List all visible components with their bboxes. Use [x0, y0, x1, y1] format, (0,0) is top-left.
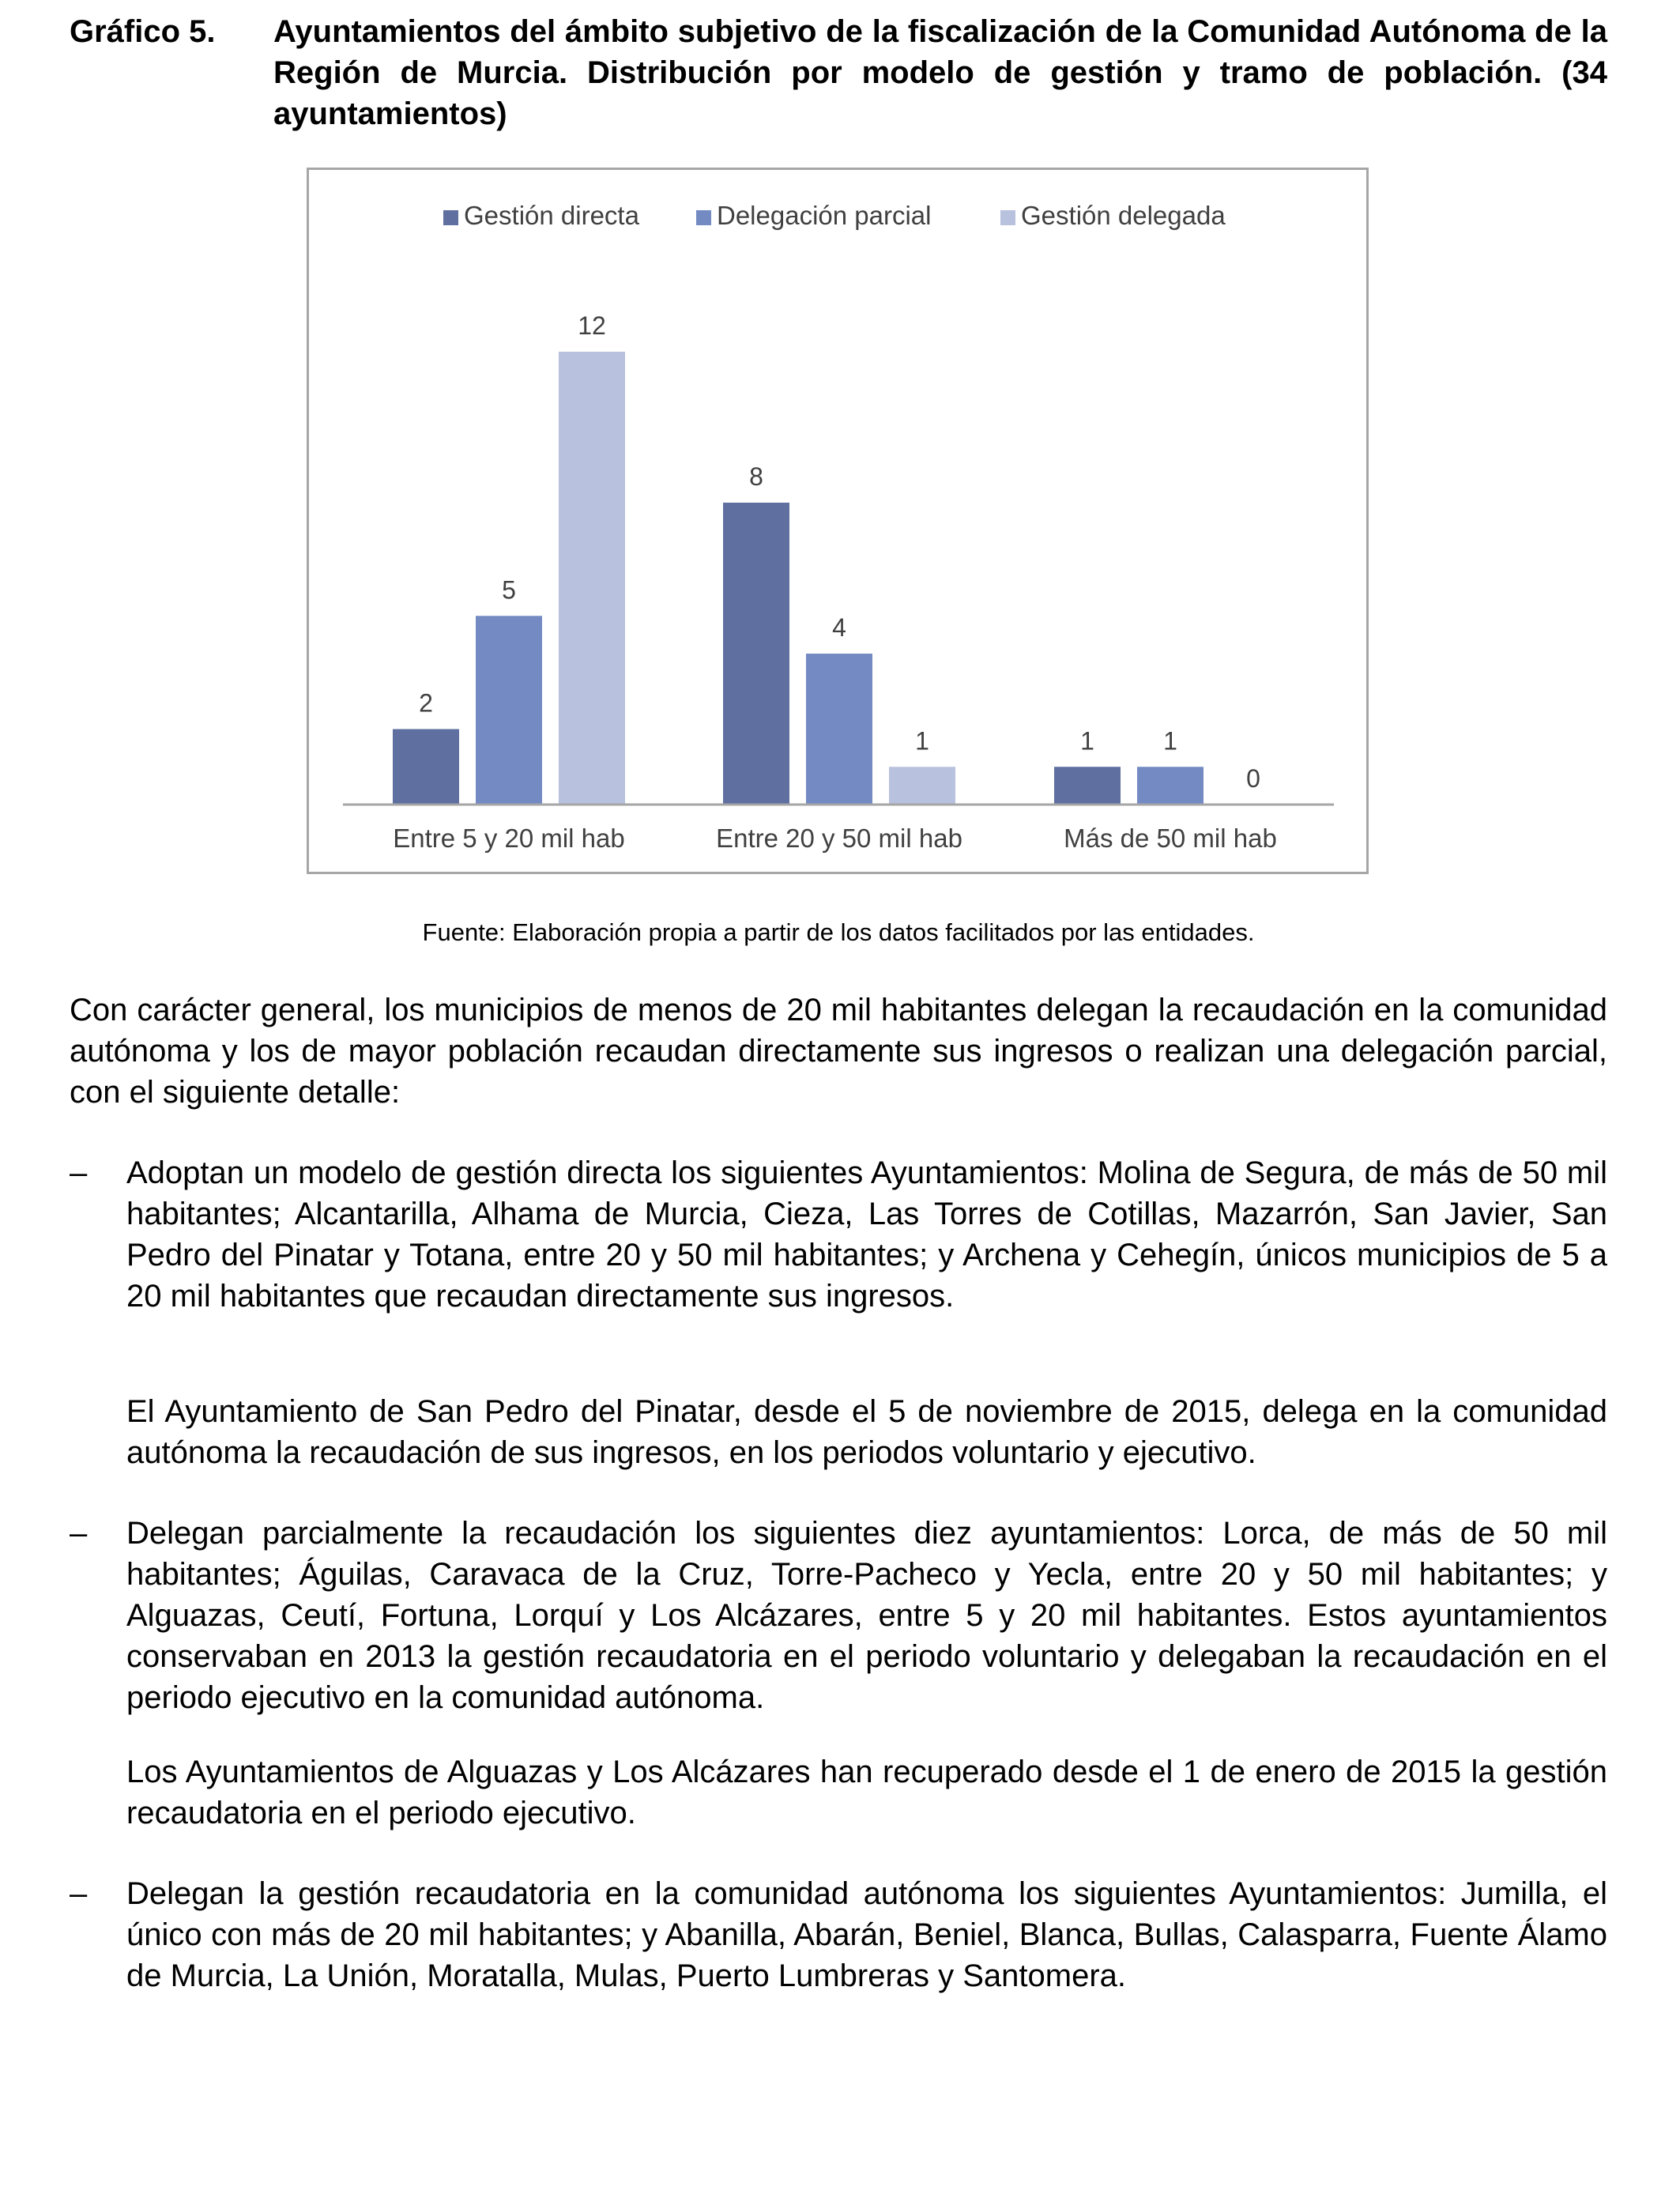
legend-swatch — [443, 210, 458, 225]
data-label: 12 — [578, 311, 606, 340]
list-item-text: Delegan la gestión recaudatoria en la comunidad autónoma los siguientes Ayuntamientos: Jumilla, el único con más de 20 mil habitantes; y Abanilla, Abarán, Beniel, Blanca, Bullas, Calasparra, Fuente Álamo de Murcia, La Unión, Moratalla, Mulas, Puerto Lumbreras y Santomera. — [126, 1876, 1607, 1993]
bar — [889, 767, 955, 805]
data-label: 8 — [749, 462, 763, 491]
x-tick-label: Entre 20 y 50 mil hab — [716, 824, 962, 853]
data-label: 4 — [832, 613, 846, 642]
intro-paragraph: Con carácter general, los municipios de menos de 20 mil habitantes delegan la recaudación en la comunidad autónoma y los de mayor población recaudan directamente sus ingresos o realizan una delegación parcial, con el siguiente detalle: — [70, 993, 1607, 1110]
list-item-text: Adoptan un modelo de gestión directa los siguientes Ayuntamientos: Molina de Segura, de más de 50 mil habitantes; Alcantarilla, Alhama de Murcia, Cieza, Las Torres de Cotillas, Mazarrón, San Javier, San Pedro del Pinatar y Totana, entre 20 y 50 mil habitantes; y Archena y Cehegín, únicos municipios de 5 a 20 mil habitantes que recaudan directamente sus ingresos. — [126, 1155, 1607, 1314]
data-label: 1 — [915, 726, 929, 756]
x-tick-label: Más de 50 mil hab — [1064, 824, 1277, 853]
x-tick-label: Entre 5 y 20 mil hab — [393, 824, 625, 853]
data-label: 1 — [1080, 726, 1094, 756]
data-label: 0 — [1246, 764, 1260, 793]
bullet-dash: – — [70, 1516, 88, 1551]
data-label: 5 — [502, 575, 516, 605]
figure-label: Gráfico 5. — [70, 14, 216, 49]
bar — [559, 352, 625, 805]
bullet-dash: – — [70, 1876, 88, 1911]
data-label: 2 — [419, 688, 433, 718]
legend-label: Gestión directa — [464, 201, 639, 230]
list-item-note: Los Ayuntamientos de Alguazas y Los Alcázares han recuperado desde el 1 de enero de 2015 la gestión recaudatoria en el periodo ejecutivo. — [126, 1755, 1607, 1830]
bar — [476, 616, 542, 805]
figure-source: Fuente: Elaboración propia a partir de los datos facilitados por las entidades. — [422, 918, 1255, 946]
chart-canvas — [309, 170, 1366, 872]
list-item-note: El Ayuntamiento de San Pedro del Pinatar, desde el 5 de noviembre de 2015, delega en la comunidad autónoma la recaudación de sus ingresos, en los periodos voluntario y ejecutivo. — [126, 1394, 1607, 1470]
data-label: 1 — [1163, 726, 1177, 756]
list-item-text: Delegan parcialmente la recaudación los siguientes diez ayuntamientos: Lorca, de más de 50 mil habitantes; Águilas, Caravaca de la Cruz, Torre-Pacheco y Yecla, entre 20 y 50 mil habitantes; y Alguazas, Ceutí, Fortuna, Lorquí y Los Alcázares, entre 5 y 20 mil habitantes. Estos ayuntamientos conservaban en 2013 la gestión recaudatoria en el periodo voluntario y delegaban la recaudación en el periodo ejecutivo en la comunidad autónoma. — [126, 1516, 1607, 1715]
legend-label: Gestión delegada — [1021, 201, 1226, 230]
bar — [1054, 767, 1121, 805]
bar — [806, 654, 872, 805]
bar — [723, 503, 789, 805]
bar — [393, 729, 459, 805]
bullet-dash: – — [70, 1155, 88, 1190]
bar — [1137, 767, 1203, 805]
figure-title: Ayuntamientos del ámbito subjetivo de la fiscalización de la Comunidad Autónoma de la Región de Murcia. Distribución por modelo de gestión y tramo de población. (34 ayuntamientos) — [273, 14, 1607, 131]
legend-label: Delegación parcial — [717, 201, 932, 230]
legend-swatch — [696, 210, 711, 225]
bar-chart — [307, 168, 1369, 874]
legend-swatch — [1000, 210, 1015, 225]
